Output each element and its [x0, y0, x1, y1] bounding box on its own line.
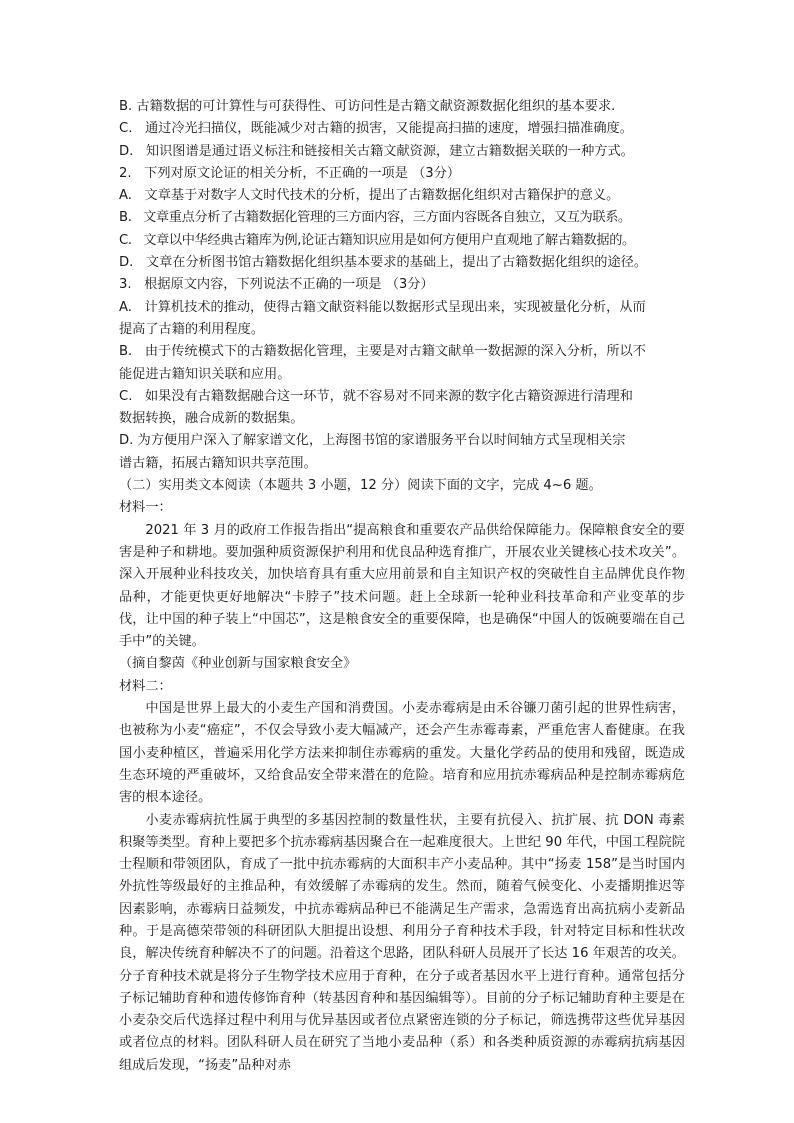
- exam-page: [119, 96, 685, 1077]
- q2-option-c: C. 文章以中华经典古籍库为例,论证古籍知识应用是如何方便用户直观地了解古籍数据的。: [119, 232, 635, 248]
- section-heading: （二）实用类文本阅读（本题共 3 小题，12 分）阅读下面的文字，完成 4~6 题。: [119, 478, 602, 494]
- q3-option-d-line1: D. 为方便用户深入了解家谱文化，上海图书馆的家谱服务平台以时间轴方式呈现相关宗: [119, 433, 626, 449]
- material-2-paragraph-2: 小麦赤霉病抗性属于典型的多基因控制的数量性状，主要有抗侵入、抗扩展、抗 DON 毒素积聚等类型。育种上要把多个抗赤霉病基因聚合在一起难度很大。上世纪 90 年代，中国工程院院士程顺和带领团队，育成了一批中抗赤霉病的大面积丰产小麦品种。其中“扬麦 158”是当时国内外抗性等级最好的主推品种，有效缓解了赤霉病的发生。然而，随着气候变化、小麦播期推迟等因素影响，赤霉病日益频发，中抗赤霉病品种已不能满足生产需求，急需选育出高抗病小麦新品种。于是高德荣带领的科研团队大胆提出设想、利用分子育种技术手段，针对特定目标和性状改良，解决传统育种解决不了的问题。沿着这个思路，团队科研人员展开了长达 16 年艰苦的攻关。分子育种技术就是将分子生物学技术应用于育种，在分子或者基因水平上进行育种。通常包括分子标记辅助育种和遗传修饰育种（转基因育种和基因编辑等）。目前的分子标记辅助育种主要是在小麦杂交后代选择过程中利用与优异基因或者位点紧密连锁的分子标记，筛选携带这些优异基因或者位点的材料。团队科研人员在研究了当地小麦品种（系）和各类种质资源的赤霉病抗病基因组成后发现，“扬麦”品种对赤: [119, 812, 685, 1073]
- q2-option-a: A. 文章基于对数字人文时代技术的分析，提出了古籍数据化组织对古籍保护的意义。: [119, 188, 620, 204]
- q1-option-c: C. 通过冷光扫描仪，既能减少对古籍的损害，又能提高扫描的速度，增强扫描准确度。: [119, 121, 633, 137]
- q1-option-b: B. 古籍数据的可计算性与可获得性、可访问性是古籍文献资源数据化组织的基本要求.: [119, 99, 616, 114]
- material-1-source: （摘自黎茵《种业创新与国家粮食安全》: [119, 656, 357, 672]
- q3-stem: 3. 根据原文内容，下列说法不正确的一项是 （3分）: [119, 277, 434, 293]
- q3-option-a-line2: 提高了古籍的利用程度。: [119, 321, 265, 337]
- q3-option-b-line1: B. 由于传统模式下的古籍数据化管理，主要是对古籍文献单一数据源的深入分析，所以不: [119, 344, 646, 360]
- q3-option-a-line1: A. 计算机技术的推动，使得古籍文献资料能以数据形式呈现出来，实现被量化分析，从而: [119, 299, 646, 315]
- q2-option-b: B. 文章重点分析了古籍数据化管理的三方面内容，三方面内容既各自独立，又互为联系。: [119, 210, 631, 226]
- q2-stem: 2. 下列对原文论证的相关分析，不正确的一项是 （3分）: [119, 165, 461, 181]
- q3-option-b-line2: 能促进古籍知识关联和应用。: [119, 366, 291, 382]
- q3-option-c-line1: C. 如果没有古籍数据融合这一环节，就不容易对不同来源的数字化古籍资源进行清理和: [119, 388, 633, 404]
- q3-option-d-line2: 谱古籍，拓展古籍知识共享范围。: [119, 455, 317, 471]
- q2-option-d: D. 文章在分析图书馆古籍数据化组织基本要求的基础上，提出了古籍数据化组织的途径。: [119, 255, 648, 271]
- material-1-text: 2021 年 3 月的政府工作报告指出“提高粮食和重要农产品供给保障能力。保障粮食安全的要害是种子和耕地。要加强种质资源保护利用和优良品种选育推广，开展农业关键核心技术攻关”。深入开展种业科技攻关，加快培育具有重大应用前景和自主知识产权的突破性自主品牌优良作物品种，才能更快更好地解决“卡脖子”技术问题。赶上全球新一轮种业科技革命和产业变革的步伐，让中国的种子装上“中国芯”，这是粮食安全的重要保障，也是确保“中国人的饭碗要端在自己手中”的关键。: [119, 522, 685, 650]
- q3-option-c-line2: 数据转换，融合成新的数据集。: [119, 411, 304, 427]
- material-2-label: 材料二：: [119, 678, 172, 694]
- q1-option-d: D. 知识图谱是通过语义标注和链接相关古籍文献资源，建立古籍数据关联的一种方式。: [119, 143, 634, 159]
- material-1-label: 材料一：: [119, 500, 172, 516]
- material-2-paragraph-1: 中国是世界上最大的小麦生产国和消费国。小麦赤霉病是由禾谷镰刀菌引起的世界性病害，也被称为小麦“癌症”，不仅会导致小麦大幅减产，还会产生赤霉毒素，严重危害人畜健康。在我国小麦种植区，普遍采用化学方法来抑制住赤霉病的重发。大量化学药品的使用和残留，既造成生态环境的严重破坏，又给食品安全带来潜在的危险。培育和应用抗赤霉病品种是控制赤霉病危害的根本途径。: [119, 701, 685, 806]
